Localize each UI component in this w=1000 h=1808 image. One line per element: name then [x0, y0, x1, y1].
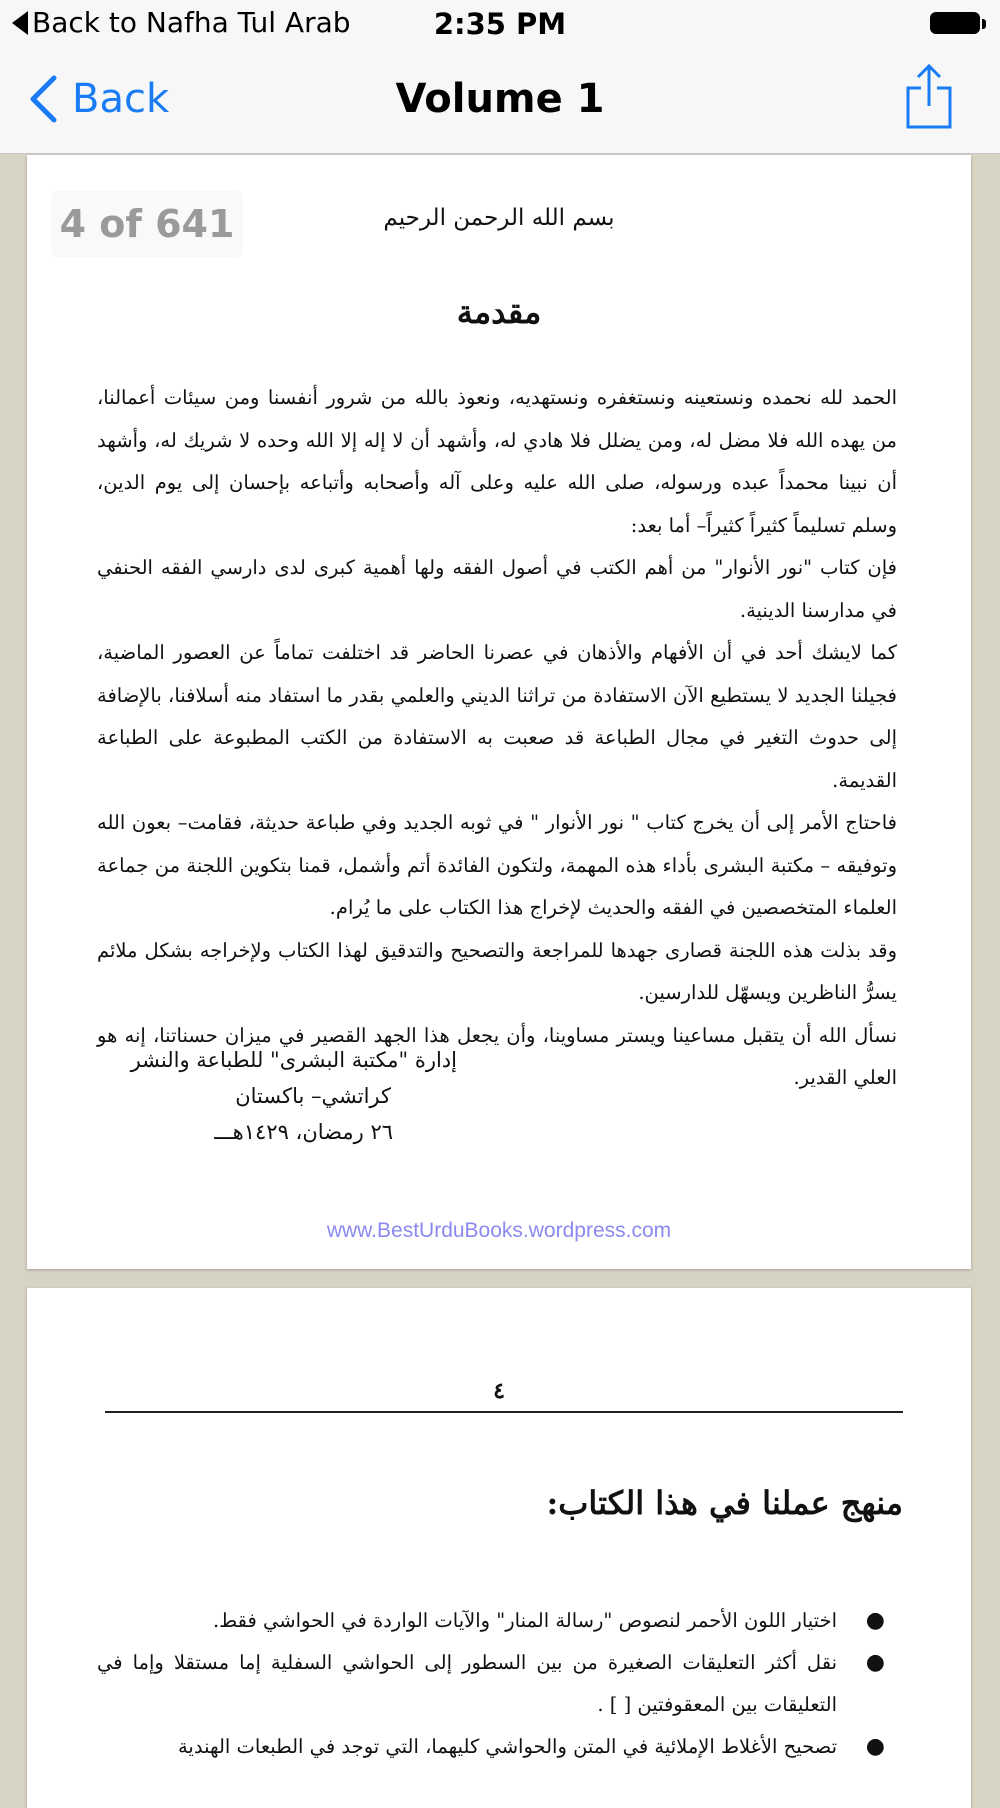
list-item-text: اختيار اللون الأحمر لنصوص "رسالة المنار" والآيات الواردة في الحواشي فقط.	[212, 1609, 837, 1632]
method-list	[97, 1600, 897, 1768]
list-item	[97, 1642, 897, 1726]
share-icon[interactable]	[904, 64, 954, 130]
page-number: ٤	[493, 1378, 505, 1404]
navigation-bar	[0, 50, 1000, 154]
paragraph: فاحتاج الأمر إلى أن يخرج كتاب " نور الأنوار " في ثوبه الجديد وفي طباعة حديثة، فقامت– بعون الله وتوفيقه – مكتبة البشرى بأداء هذه المهمة، ولتكون الفائدة أتم وأشمل، قمنا بتكوين اللجنة من جماعة العلماء المتخصصين في الفقه والحديث لإخراج هذا الكتاب على ما يُرام.	[97, 811, 897, 919]
signature-line: إدارة "مكتبة البشرى" للطباعة والنشر	[130, 1048, 457, 1072]
paragraph: الحمد لله نحمده ونستعينه ونستغفره ونستهديه، ونعوذ بالله من شرور أنفسنا ومن سيئات أعمالنا، من يهده الله فلا مضل له، ومن يضلل فلا هادي له، وأشهد أن لا إله إلا الله وحده لا شريك له، وأشهد أن نبينا محمداً عبده ورسوله، صلى الله عليه وعلى آله وأصحابه وأتباعه بإحسان إلى يوم الدين، وسلم تسليماً كثيراً كثيراً– أما بعد:	[97, 386, 897, 537]
publisher-signature	[127, 1042, 457, 1150]
list-item-text: تصحيح الأغلاط الإملائية في المتن والحواشي كليهما، التي توجد في الطبعات الهندية	[177, 1735, 837, 1758]
list-item	[97, 1726, 897, 1768]
header-divider	[105, 1411, 903, 1413]
bullet-icon: ●	[865, 1608, 885, 1633]
page-heading: مقدمة	[456, 293, 542, 331]
page-counter-badge: 4 of 641	[51, 191, 243, 257]
list-item	[97, 1600, 897, 1642]
back-button-label: Back	[72, 76, 170, 122]
book-page-2	[27, 1288, 971, 1808]
bullet-icon: ●	[865, 1734, 885, 1759]
battery-icon	[930, 12, 986, 36]
basmala-line: بسم الله الرحمن الرحيم	[383, 205, 615, 231]
page-title: Volume 1	[395, 76, 605, 122]
paragraph: نسأل الله أن يتقبل مساعينا ويستر مساوينا، وأن يجعل هذا الجهد القصير في ميزان حسناتنا، إنه هو العلي القدير.	[97, 1023, 897, 1089]
introduction-text	[97, 377, 897, 1100]
top-bar	[0, 0, 1000, 154]
book-page-1	[27, 155, 971, 1269]
section-heading: منهج عملنا في هذا الكتاب:	[546, 1484, 903, 1522]
paragraph: كما لايشك أحد في أن الأفهام والأذهان في عصرنا الحاضر قد اختلفت تماماً عن العصور الماضية، فجيلنا الجديد لا يستطيع الآن الاستفادة من تراثنا الديني والعلمي بقدر ما استفاد منه أسلافنا، بالإضافة إلى حدوث التغير في مجال الطباعة قد صعبت به الاستفادة من الكتب المطبوعة على الطباعة القديمة.	[97, 641, 897, 792]
bullet-icon: ●	[865, 1650, 885, 1675]
signature-line: كراتشي– باكستان	[235, 1084, 391, 1108]
paragraph: وقد بذلت هذه اللجنة قصارى جهدها للمراجعة والتصحيح والتدقيق لهذا الكتاب ولإخراجه بشكل ملائم يسرُّ الناظرين ويسهّل للدارسين.	[97, 938, 897, 1004]
back-to-app-label: Back to Nafha Tul Arab	[32, 6, 351, 39]
signature-line: ٢٦ رمضان، ١٤٢٩هـــ	[214, 1120, 393, 1144]
paragraph: فإن كتاب "نور الأنوار" من أهم الكتب في أصول الفقه ولها أهمية كبرى لدى دارسي الفقه الحنفي في مدارسنا الدينية.	[97, 556, 897, 622]
status-bar	[0, 0, 1000, 48]
watermark-link: www.BestUrduBooks.wordpress.com	[326, 1219, 672, 1242]
list-item-text: نقل أكثر التعليقات الصغيرة من بين السطور إلى الحواشي السفلية إما مستقلا وإما في التعليقات بين المعقوفتين [ ] .	[97, 1651, 837, 1716]
status-time: 2:35 PM	[433, 7, 567, 41]
